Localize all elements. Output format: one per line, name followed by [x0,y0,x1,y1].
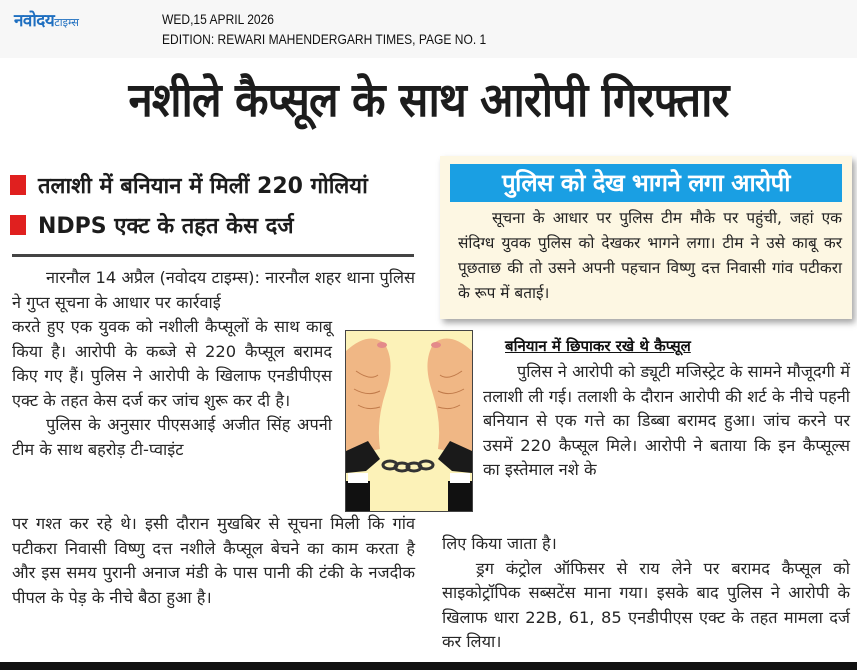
red-square-bullet-icon [10,215,26,235]
right-paragraph-2: ड्रग कंट्रोल ऑफिसर से राय लेने पर बरामद कैप्सूल को साइकोट्रॉपिक सब्सटेंस माना गया। इसके बाद पुलिस ने आरोपी के खिलाफ धारा 22B, 61, 85 एनडीपीएस एक्ट के तहत मामला दर्ज कर लिया। [442,558,850,652]
edition-line: EDITION: REWARI MAHENDERGARH TIMES, PAGE NO. 1 [162,31,487,47]
article-headline: नशीले कैप्सूल के साथ आरोपी गिरफ्तार [128,73,729,128]
red-square-bullet-icon [10,175,26,195]
sidebox-body-text: सूचना के आधार पर पुलिस टीम मौके पर पहुंची, जहां एक संदिग्ध युवक पुलिस को देखकर भागने लगा। टीम ने उसे काबू कर पूछताछ की तो उसने अपनी पहचान विष्णु दत्त निवासी गांव पटीकरा के रूप में बताई। [458,209,842,302]
bullet-item [10,208,368,242]
sidebox-body [458,206,842,306]
sidebar-box [440,156,852,319]
section-subheading: बनियान में छिपाकर रखे थे कैप्सूल [505,337,691,355]
sidebox-title: पुलिस को देख भागने लगा आरोपी [450,164,842,202]
lead-paragraph-start: नारनौल 14 अप्रैल (नवोदय टाइम्स): नारनौल शहर थाना पुलिस ने गुप्त सूचना के आधार पर कार्रवाई [12,268,415,312]
page-bottom-border [0,662,857,670]
edition-meta [162,9,486,49]
date-line: WED,15 APRIL 2026 [162,11,274,27]
masthead-bar [0,0,857,58]
right-paragraph-1-end: लिए किया जाता है। [442,534,557,553]
second-paragraph-cont: पर गश्त कर रहे थे। इसी दौरान मुखबिर से सूचना मिली कि गांव पटीकरा निवासी विष्णु दत्त नशीले कैप्सूल बेचने का काम करता है और इस समय पुरानी अनाज मंडी के पास पानी की टंकी के नजदीक पीपल के पेड़ के नीचे बैठा हुआ है। [12,514,415,607]
bullet-text: तलाशी में बनियान में मिलीं 220 गोलियां [38,174,368,199]
left-column-tail [12,512,415,610]
handcuffs-photo [345,330,473,512]
left-column-wrapped [12,315,332,463]
logo-main-text: नवोदय [14,11,55,31]
right-paragraph-1: पुलिस ने आरोपी को ड्यूटी मजिस्ट्रेट के सामने मौजूदगी में तलाशी ली गई। तलाशी के दौरान आरोपी की शर्ट के नीचे पहनी बनियान से एक गत्ते का डिब्बा बरामद हुआ। जांच करने पर उसमें 220 कैप्सूल मिले। आरोपी ने बताया कि इन कैप्सूल्स का इस्तेमाल नशे के [483,362,850,480]
highlight-bullets [10,168,368,248]
logo-sub-text: टाइम्स [54,16,79,29]
second-paragraph-start: पुलिस के अनुसार पीएसआई अजीत सिंह अपनी टीम के साथ बहरोड़ टी-प्वाइंट [12,415,332,459]
bullet-item [10,168,368,202]
left-column-lead [12,266,415,315]
right-column-bottom [442,532,850,655]
newspaper-logo [14,8,79,31]
section-divider [12,254,414,257]
bullet-text: NDPS एक्ट के तहत केस दर्ज [38,214,294,239]
handcuffed-hands-icon [346,331,472,511]
right-column-top [483,360,850,483]
lead-paragraph-cont: करते हुए एक युवक को नशीली कैप्सूलों के साथ काबू किया है। आरोपी के कब्जे से 220 कैप्सूल बरामद किए गए हैं। पुलिस ने आरोपी के खिलाफ एनडीपीएस एक्ट के तहत केस दर्ज कर जांच शुरू कर दी है। [12,317,332,410]
